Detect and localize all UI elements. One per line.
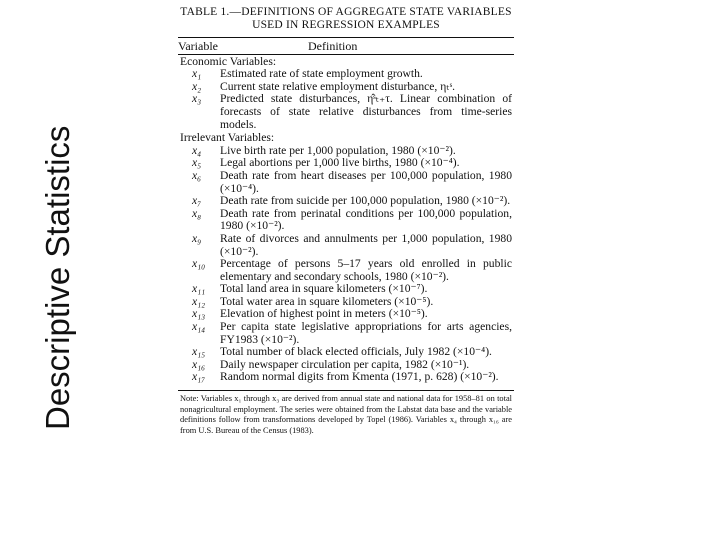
table-caption-line1: TABLE 1.—DEFINITIONS OF AGGREGATE STATE VARIABLES (180, 6, 512, 18)
variable-symbol: x₆ (192, 168, 202, 182)
variable-definition: Current state relative employment disturbance, ηₜˢ. (220, 79, 456, 93)
variable-definition: Daily newspaper circulation per capita, 1982 (×10⁻¹). (220, 357, 470, 371)
variable-definition: Total water area in square kilometers (×10⁻⁵). (220, 294, 434, 308)
section-economic-header: Economic Variables: (180, 54, 277, 68)
column-header-definition: Definition (308, 39, 358, 53)
variable-symbol: x₁₅ (192, 345, 206, 359)
variable-symbol: x₂ (192, 79, 202, 93)
section-irrelevant-header: Irrelevant Variables: (180, 131, 275, 145)
table-row (178, 321, 514, 346)
variable-definition: Death rate from perinatal conditions per 100,000 population, 1980 (×10⁻²). (220, 206, 512, 233)
variable-definition: Estimated rate of state employment growth. (220, 67, 423, 81)
variable-definition: Random normal digits from Kmenta (1971, p. 628) (×10⁻²). (220, 370, 499, 384)
table-row (178, 170, 514, 195)
table-note: Note: Variables x₁ through x₃ are derived from annual state and national data for 1958–81 on total nonagricultural employment. The series were obtained from the Labstat data base and the variable definitions follow from transformations developed by Topel (1986). Variables x₄ through x₁₆ are from U.S. Bureau of the Census (1983). (180, 394, 512, 435)
table-row (178, 195, 514, 208)
table-header-row (178, 38, 514, 54)
variable-definition: Legal abortions per 1,000 live births, 1980 (×10⁻⁴). (220, 156, 460, 170)
variable-symbol: x₁₀ (192, 257, 206, 271)
economic-variables-list (178, 68, 514, 131)
variable-symbol: x₄ (192, 143, 202, 157)
variable-definition: Death rate from suicide per 100,000 population, 1980 (×10⁻²). (220, 194, 511, 208)
column-header-variable: Variable (178, 39, 218, 53)
table-row (178, 371, 514, 384)
variable-definition: Rate of divorces and annulments per 1,000 population, 1980 (×10⁻²). (220, 231, 512, 258)
definitions-table (178, 6, 514, 436)
variable-definition: Elevation of highest point in meters (×10⁻⁵). (220, 307, 428, 321)
variable-symbol: x₁₃ (192, 307, 206, 321)
variable-definition: Live birth rate per 1,000 population, 1980 (×10⁻²). (220, 143, 456, 157)
slide-title: Descriptive Statistics (39, 125, 76, 430)
table-caption-line2: USED IN REGRESSION EXAMPLES (252, 19, 440, 31)
variable-definition: Death rate from heart diseases per 100,000 population, 1980 (×10⁻⁴). (220, 168, 512, 195)
variable-symbol: x₅ (192, 156, 202, 170)
variable-symbol: x₁₄ (192, 320, 206, 334)
variable-symbol: x₁₂ (192, 294, 206, 308)
irrelevant-variables-list (178, 145, 514, 384)
table-row (178, 258, 514, 283)
side-title-container (34, 0, 84, 540)
table-row (178, 233, 514, 258)
variable-symbol: x₇ (192, 194, 202, 208)
variable-definition: Percentage of persons 5–17 years old enrolled in public elementary and secondary schools, 1980 (×10⁻²). (220, 257, 512, 283)
variable-symbol: x₁₁ (192, 282, 206, 296)
table-row (178, 208, 514, 233)
variable-definition: Per capita state legislative appropriations for arts agencies, FY1983 (×10⁻²). (220, 320, 512, 346)
variable-symbol: x₁₇ (192, 370, 206, 384)
table-row (178, 68, 514, 81)
variable-definition: Total number of black elected officials, July 1982 (×10⁻⁴). (220, 345, 492, 359)
variable-symbol: x₃ (192, 92, 202, 106)
table-row (178, 283, 514, 296)
variable-definition: Predicted state disturbances, η̂ˢₜ₊τ. Linear combination of forecasts of state relative disturbances from time-series models. (220, 92, 512, 131)
variable-symbol: x₉ (192, 231, 202, 245)
variable-symbol: x₈ (192, 206, 202, 220)
variable-symbol: x₁ (192, 67, 202, 81)
table-row (178, 93, 514, 131)
variable-definition: Total land area in square kilometers (×10⁻⁷). (220, 282, 428, 296)
variable-symbol: x₁₆ (192, 357, 206, 371)
table-row (178, 346, 514, 359)
